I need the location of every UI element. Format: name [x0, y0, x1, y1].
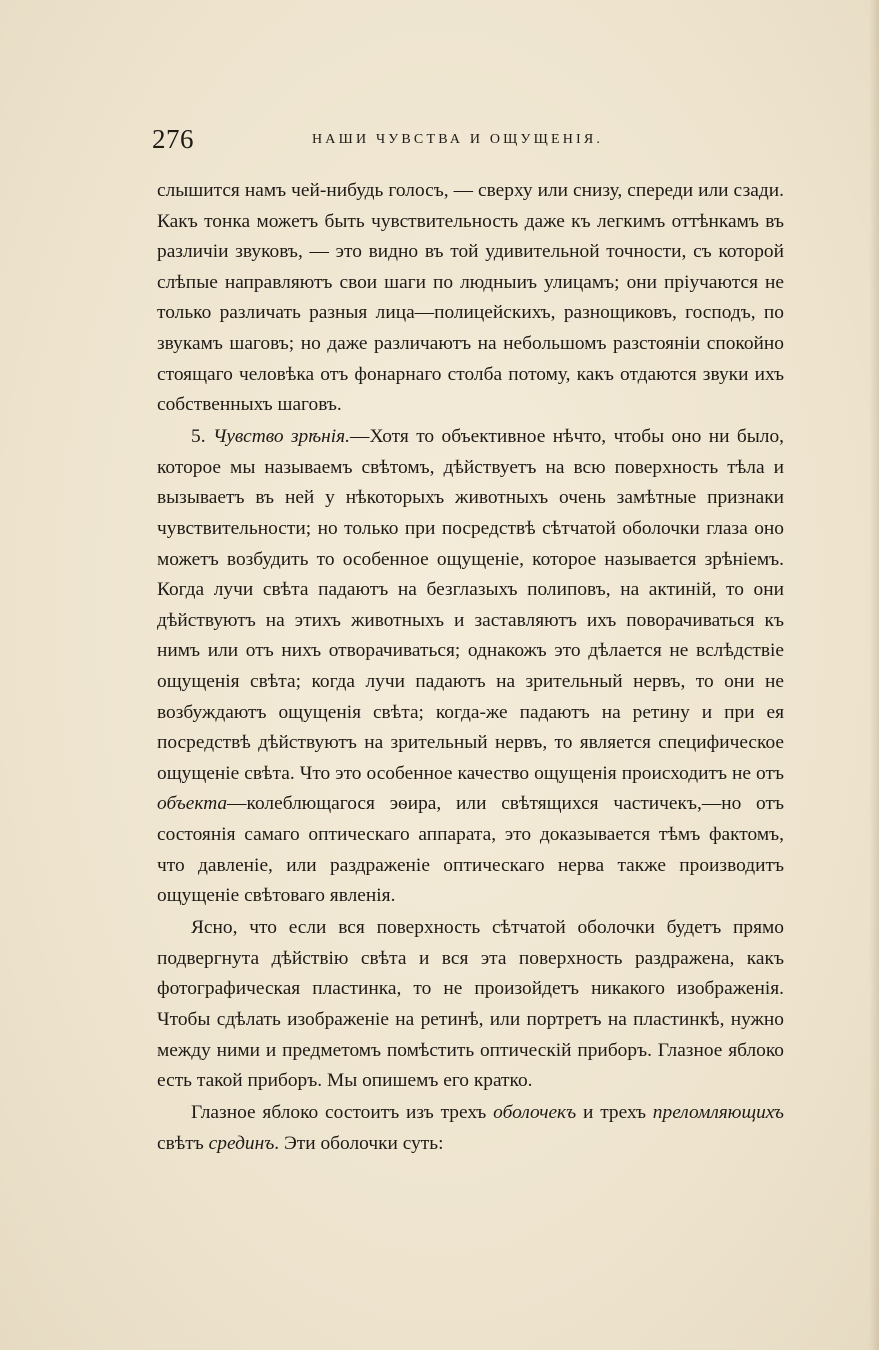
- page-number: 276: [152, 124, 194, 154]
- page-header: [152, 122, 784, 156]
- paragraph-hearing-end: слышится намъ чей-нибудь голосъ, — сверху или снизу, спереди или сзади. Какъ тонка можетъ быть чувствительность даже къ легкимъ оттѣнкамъ въ различіи звуковъ, — это видно въ той удивительной точности, съ которой слѣпые направляютъ свои шаги по людныиъ улицамъ; они пріучаются не только различать разныя лица—полицейскихъ, разнощиковъ, господъ, по звукамъ шаговъ; но даже различаютъ на небольшомъ разстояніи спокойно стоящаго человѣка отъ фонарнаго столба потому, какъ отдаются звуки ихъ собственныхъ шаговъ.: [157, 180, 784, 416]
- paragraph-text: Глазное яблоко состоитъ изъ трехъ: [191, 1102, 487, 1124]
- emphasis-refracting: преломляющихъ: [652, 1102, 784, 1124]
- paragraph-text: —Хотя то объективное нѣчто, чтобы оно ни было, которое мы называемъ свѣтомъ, дѣйствуетъ на всю поверхность тѣла и вызываетъ въ ней у нѣкоторыхъ животныхъ очень замѣтные признаки чувствительности; но только при посредствѣ сѣтчатой оболочки глаза оно можетъ возбудить то особенное ощущеніе, которое называется зрѣніемъ. Когда лучи свѣта падаютъ на безглазыхъ полиповъ, на актиній, то они дѣйствуютъ на этихъ животныхъ и заставляютъ ихъ поворачиваться къ нимъ или отъ нихъ отворачиваться; однакожъ это дѣлается не вслѣдствіе ощущенія свѣта; когда лучи падаютъ на зрительный нервъ, то они не возбуждаютъ ощущенія свѣта; когда-же падаютъ на ретину и при ея посредствѣ дѣйствуютъ на зрительный нервъ, то является специфическое ощущеніе свѣта. Что это особенное качество ощущенія происходитъ не отъ: [157, 426, 784, 784]
- paragraph-text: . Эти оболочки суть:: [274, 1132, 444, 1154]
- emphasis-media: срединъ: [208, 1132, 275, 1154]
- paragraph-eyeball: [157, 1098, 784, 1159]
- paragraph-retina-image: Ясно, что если вся поверхность сѣтчатой оболочки будетъ прямо подвергнута дѣйствію свѣта и вся эта поверхность раздражена, какъ фотографическая пластинка, то не произойдетъ никакого изображенія. Чтобы сдѣлать изображеніе на ретинѣ, или портретъ на пластинкѣ, нужно между ними и предметомъ помѣстить оптическій приборъ. Глазное яблоко есть такой приборъ. Мы опишемъ его кратко.: [157, 917, 784, 1092]
- running-title: НАШИ ЧУВСТВА И ОЩУЩЕНІЯ.: [312, 132, 604, 147]
- page-body: [157, 176, 784, 1160]
- paragraph-sense-of-sight: [157, 422, 784, 912]
- paragraph-text: свѣтъ: [157, 1132, 204, 1154]
- paragraph-text: и трехъ: [583, 1102, 646, 1124]
- emphasis-object: объекта: [157, 793, 228, 815]
- section-number: 5.: [191, 426, 206, 448]
- emphasis-membranes: оболочекъ: [493, 1102, 577, 1124]
- paragraph-text: —колеблющагося эѳира, или свѣтящихся частичекъ,—но отъ состоянія самаго оптическаго аппарата, это доказывается тѣмъ фактомъ, что давленіе, или раздраженіе оптическаго нерва также производитъ ощущеніе свѣтоваго явленія.: [157, 793, 784, 907]
- section-title: Чувство зрѣнія.: [212, 426, 351, 448]
- page-edge-shadow: [869, 0, 879, 1350]
